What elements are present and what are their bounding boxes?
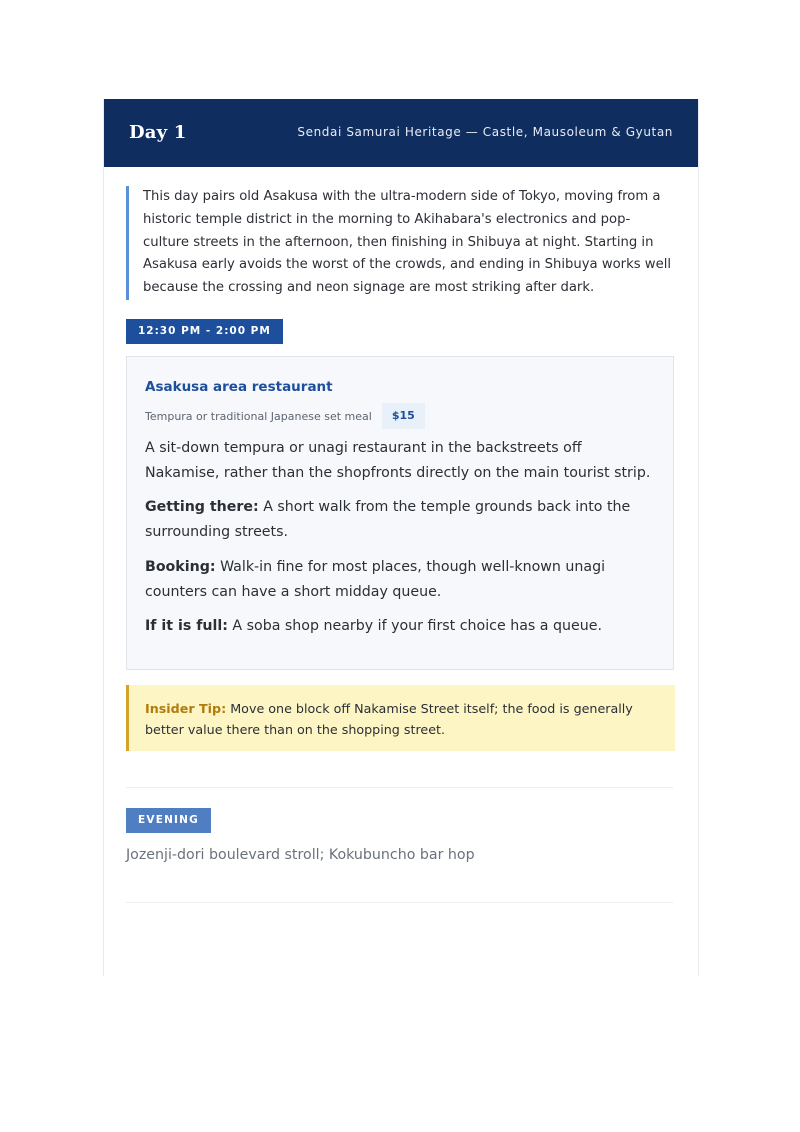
day-header	[104, 99, 698, 167]
if-full-label: If it is full:	[145, 618, 228, 634]
price-badge: $15	[382, 403, 425, 429]
time-badge: 12:30 PM - 2:00 PM	[126, 319, 283, 344]
day-title: Day 1	[129, 122, 187, 143]
tip-text: Move one block off Nakamise Street itself; the food is generally better value there than on the shopping street.	[145, 701, 633, 737]
getting-there	[145, 495, 655, 544]
booking-label: Booking:	[145, 559, 216, 575]
activity-card	[126, 356, 674, 670]
evening-badge: EVENING	[126, 808, 211, 833]
insider-tip	[126, 685, 675, 751]
tip-text-block	[145, 698, 661, 740]
booking-text: Walk-in fine for most places, though well-known unagi counters can have a short midday queue.	[145, 559, 606, 600]
day-card	[103, 99, 699, 976]
tip-label: Insider Tip:	[145, 701, 227, 716]
meal-row	[145, 403, 425, 429]
venue-name: Asakusa area restaurant	[145, 379, 333, 395]
section-divider	[126, 902, 673, 903]
booking	[145, 555, 655, 604]
getting-there-text: A short walk from the temple grounds back into the surrounding streets.	[145, 499, 631, 540]
section-divider	[126, 787, 673, 788]
meal-type: Tempura or traditional Japanese set meal	[145, 409, 372, 423]
activity-description: A sit-down tempura or unagi restaurant in the backstreets off Nakamise, rather than the shopfronts directly on the main tourist strip.	[145, 440, 651, 481]
if-full	[145, 614, 655, 639]
day-intro: This day pairs old Asakusa with the ultra-modern side of Tokyo, moving from a historic temple district in the morning to Akihabara's electronics and pop-culture streets in the afternoon, then finishing in Shibuya at night. Starting in Asakusa early avoids the worst of the crowds, and ending in Shibuya works well because the crossing and neon signage are most striking after dark.	[126, 186, 673, 300]
day-theme: Sendai Samurai Heritage — Castle, Mausoleum & Gyutan	[297, 125, 673, 139]
getting-there-label: Getting there:	[145, 499, 259, 515]
if-full-text: A soba shop nearby if your first choice has a queue.	[232, 618, 602, 634]
evening-text: Jozenji-dori boulevard stroll; Kokubuncho bar hop	[126, 847, 475, 863]
